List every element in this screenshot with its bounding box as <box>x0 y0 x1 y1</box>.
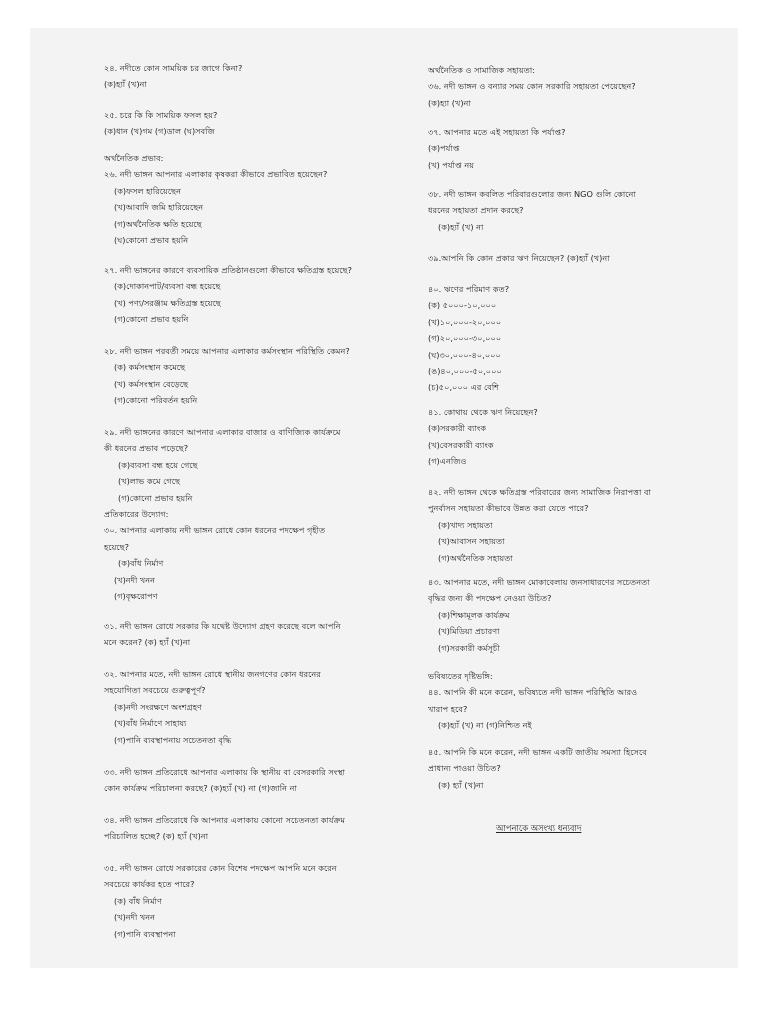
question-text: হয়েছে? <box>104 541 130 552</box>
right-question-block <box>428 404 728 470</box>
thank-you-note: আপনাকে অসংখ্য ধন্যবাদ <box>496 823 582 833</box>
question-text: ৩৭. আপনার মতে এই সহায়তা কি পর্যাপ্ত? <box>428 127 566 137</box>
answer-option: (গ)বৃক্ষরোপণ <box>114 591 158 602</box>
questionnaire-page <box>30 28 738 968</box>
left-question-block <box>104 666 414 748</box>
question-text: ভবিষ্যতের দৃষ্টিভঙ্গি: <box>428 671 493 681</box>
left-question-block <box>104 764 414 797</box>
left-question-block <box>104 424 414 604</box>
left-question-block <box>104 107 414 140</box>
question-text: ২৮. নদী ভাঙ্গন পরবর্তী সময়ে আপনার এলাকার কর্মসংস্থান পরিস্থিতি কেমন? <box>104 346 350 356</box>
answer-option: (গ)কোনো পরিবর্তন হয়নি <box>114 395 198 406</box>
left-question-block <box>104 60 414 93</box>
answer-option: (ক)খাদ্য সহায়তা <box>438 519 493 530</box>
question-text: (ক)সরকারী ব্যাংক <box>428 423 487 434</box>
question-text: ৪৫. আপনি কি মনে করেন, নদী ভাঙ্গন একটি জাতীয় সমস্যা হিসেবে <box>428 747 647 757</box>
question-text: (ঘ)৩০,০০০-৪০,০০০ <box>428 349 501 360</box>
answer-option: (ক) কর্মসংস্থান কমেছে <box>114 362 186 373</box>
left-question-block <box>104 343 414 409</box>
question-text: সবচেয়ে কার্যকর হতে পারে? <box>104 879 195 890</box>
question-text: (ঙ)৪০,০০০-৫০,০০০ <box>428 366 502 377</box>
question-text: (ক) ৫০০০-১০,০০০ <box>428 300 497 311</box>
question-text: ৪১. কোথায় থেকে ঋণ নিয়েছেন? <box>428 407 538 417</box>
question-text: ৩৬. নদী ভাঙ্গন ও বন্যার সময় কোন সরকারি সহায়তা পেয়েছেন? <box>428 81 636 92</box>
question-text: ৪০. ঋণের পরিমাণ কত? <box>428 284 510 294</box>
answer-option: (ঘ)কোনো প্রভাব হয়নি <box>114 235 189 246</box>
answer-option: (গ)পানি ব্যবস্থাপনায় সচেতনতা বৃদ্ধি <box>114 734 232 745</box>
answer-option: (গ)সরকারী কর্মসূচী <box>438 642 500 653</box>
question-text: (ক)হ্যাঁ (খ)না <box>104 79 147 90</box>
left-question-block <box>104 262 414 328</box>
left-question-block <box>104 618 414 651</box>
answer-option: (গ)কোনো প্রভাব হয়নি <box>114 314 189 325</box>
question-text: পরিচালিত হচ্ছে? (ক) হ্যাঁ (খ)না <box>104 831 209 842</box>
question-text: ৩০. আপনার এলাকায় নদী ভাঙ্গন রোধে কোন ধরনের পদক্ষেপ গৃহীত <box>104 525 326 536</box>
answer-option: (ক)বাঁধ নির্মাণ <box>118 558 164 569</box>
right-question-block <box>428 62 728 111</box>
question-text: (খ) পর্যাপ্ত নয় <box>428 159 475 170</box>
question-text: ৩৪. নদী ভাঙ্গন প্রতিরোধে কি আপনার এলাকায় কোনো সচেতনতা কার্যক্রম <box>104 815 346 825</box>
answer-option: (ক)হ্যাঁ (খ) না (গ)নিশ্চিত নই <box>438 720 532 731</box>
answer-option: (খ) পণ্য/সরঞ্জাম ক্ষতিগ্রস্ত হয়েছে <box>114 297 221 308</box>
answer-option: (খ)আবাসন সহায়তা <box>438 536 505 547</box>
question-text: প্রাধান্য পাওয়া উচিত? <box>428 763 501 774</box>
question-text: ২৫. চরে কি কি সাময়িক ফসল হয়? <box>104 110 218 120</box>
question-text: (গ)এনজিও <box>428 456 467 467</box>
answer-option: (গ)অর্থনৈতিক সহায়তা <box>438 552 513 563</box>
question-text: (খ)১০,০০০-২০,০০০ <box>428 316 502 327</box>
question-text: (ক)ধান (খ)গম (গ)ডাল (ঘ)সবজি <box>104 126 215 137</box>
answer-option: (ক)ফসল হারিয়েছেন <box>114 185 181 196</box>
answer-option: (খ)লাভ কমে গেছে <box>118 476 181 487</box>
right-question-block <box>428 281 728 396</box>
answer-option: (ক)ব্যবসা বন্ধ হয়ে গেছে <box>118 459 198 470</box>
question-text: বৃদ্ধির জন্য কী পদক্ষেপ নেওয়া উচিত? <box>428 593 552 604</box>
answer-option: (ক) হ্যাঁ (খ)না <box>438 779 484 790</box>
answer-option: (খ)নদী খনন <box>114 912 156 923</box>
question-text: অর্থনৈতিক ও সামাজিক সহায়তা: <box>428 65 536 75</box>
question-text: কী ধরনের প্রভাব পড়েছে? <box>104 443 189 454</box>
question-text: ৩৯.আপনি কি কোন প্রকার ঋণ নিয়েছেন? (ক)হ্যাঁ (খ)না <box>428 253 610 263</box>
answer-option: (ক) বাঁধ নির্মাণ <box>114 895 162 906</box>
answer-option: (ক)দোকানপাট/ব্যবসা বন্ধ হয়েছে <box>114 281 221 292</box>
question-text: ৪২. নদী ভাঙ্গন থেকে ক্ষতিগ্রস্ত পরিবারের জন্য সামাজিক নিরাপত্তা বা <box>428 487 651 497</box>
question-text: ৩২. আপনার মতে, নদী ভাঙ্গন রোধে স্থানীয় জনগণের কোন ধরনের <box>104 669 321 679</box>
answer-option: (খ)বাঁধ নির্মাণে সাহায্য <box>114 718 187 729</box>
question-text: ৪৩. আপনার মতে, নদী ভাঙ্গন মোকাবেলায় জনসাধারণের সচেতনতা <box>428 577 650 587</box>
question-text: ৪৪. আপনি কী মনে করেন, ভবিষ্যতে নদী ভাঙ্গন পরিস্থিতি আরও <box>428 687 638 698</box>
question-text: ৩৫. নদী ভাঙ্গন রোধে সরকারের কোন বিশেষ পদক্ষেপ আপনি মনে করেন <box>104 863 337 873</box>
answer-option: (খ)মিডিয়া প্রচারণা <box>438 626 500 637</box>
right-question-block <box>428 186 728 235</box>
question-text: (ক)হ্যা (খ)না <box>428 97 471 108</box>
question-text: ৩৮. নদী ভাঙ্গন কবলিত পরিবারগুলোর জন্য NGO গুলি কোনো <box>428 189 636 199</box>
question-text: পুনর্বাসন সহায়তা কীভাবে উন্নত করা যেতে পারে? <box>428 503 589 514</box>
right-question-block <box>428 744 728 793</box>
question-text: (গ)২০,০০০-৩০,০০০ <box>428 333 502 344</box>
question-text: ২৬. নদী ভাঙ্গন আপনার এলাকার কৃষকরা কীভাবে প্রভাবিত হয়েছেন? <box>104 169 328 180</box>
right-question-block <box>428 124 728 173</box>
question-text: ২৭. নদী ভাঙ্গনের কারণে ব্যবসায়িক প্রতিষ্ঠানগুলো কীভাবে ক্ষতিগ্রস্ত হয়েছে? <box>104 265 352 275</box>
answer-option: (গ)অর্থনৈতিক ক্ষতি হয়েছে <box>114 218 202 229</box>
left-question-block <box>104 860 414 942</box>
answer-option: (খ)নদী খনন <box>114 574 156 585</box>
right-question-block <box>428 250 728 266</box>
question-text: ৩৩. নদী ভাঙ্গন প্রতিরোধে আপনার এলাকায় কি স্থানীয় বা বেসরকারি সংস্থা <box>104 767 346 777</box>
answer-option: (গ)পানি ব্যবস্থাপনা <box>114 928 176 939</box>
right-question-block <box>428 574 728 656</box>
question-text: (খ)বেসরকারী ব্যাংক <box>428 439 494 450</box>
question-text: ৩১. নদী ভাঙ্গন রোধে সরকার কি যথেষ্ট উদ্যোগ গ্রহণ করেছে বলে আপনি <box>104 621 341 631</box>
right-question-block <box>428 484 728 566</box>
question-text: প্রতিকারের উদ্যোগ: <box>104 509 169 520</box>
answer-option: (খ) কর্মসংস্থান বেড়েছে <box>114 378 189 389</box>
question-text: অর্থনৈতিক প্রভাব: <box>104 153 164 163</box>
question-text: ধরনের সহায়তা প্রদান করছে? <box>428 205 524 216</box>
left-question-block <box>104 812 414 845</box>
left-question-block <box>104 150 414 248</box>
answer-option: (খ)আবাদি জমি হারিয়েছেন <box>114 202 204 213</box>
question-text: (ক)পর্যাপ্ত <box>428 143 460 154</box>
question-text: কোন কার্যক্রম পরিচালনা করছে? (ক)হ্যাঁ (খ) না (গ)জানি না <box>104 783 297 794</box>
right-question-block <box>428 668 728 734</box>
question-text: (চ)৫০,০০০ এর বেশি <box>428 382 500 393</box>
question-text: মনে করেন? (ক) হ্যাঁ (খ)না <box>104 637 191 648</box>
question-text: ২৪. নদীতে কোন সাময়িক চর জাগে কিনা? <box>104 63 243 73</box>
question-text: সহযোগিতা সবচেয়ে গুরুত্বপূর্ণ? <box>104 685 206 696</box>
answer-option: (গ)কোনো প্রভাব হয়নি <box>118 492 193 503</box>
question-text: খারাপ হবে? <box>428 703 468 714</box>
question-text: ২৯. নদী ভাঙ্গনের কারণে আপনার এলাকার বাজার ও বাণিজ্যিক কার্যক্রমে <box>104 427 341 437</box>
answer-option: (ক)হ্যাঁ (খ) না <box>438 221 484 232</box>
answer-option: (ক)নদী সংরক্ষণে অংশগ্রহণ <box>114 701 203 712</box>
answer-option: (ক)শিক্ষামূলক কার্যক্রম <box>438 609 510 620</box>
